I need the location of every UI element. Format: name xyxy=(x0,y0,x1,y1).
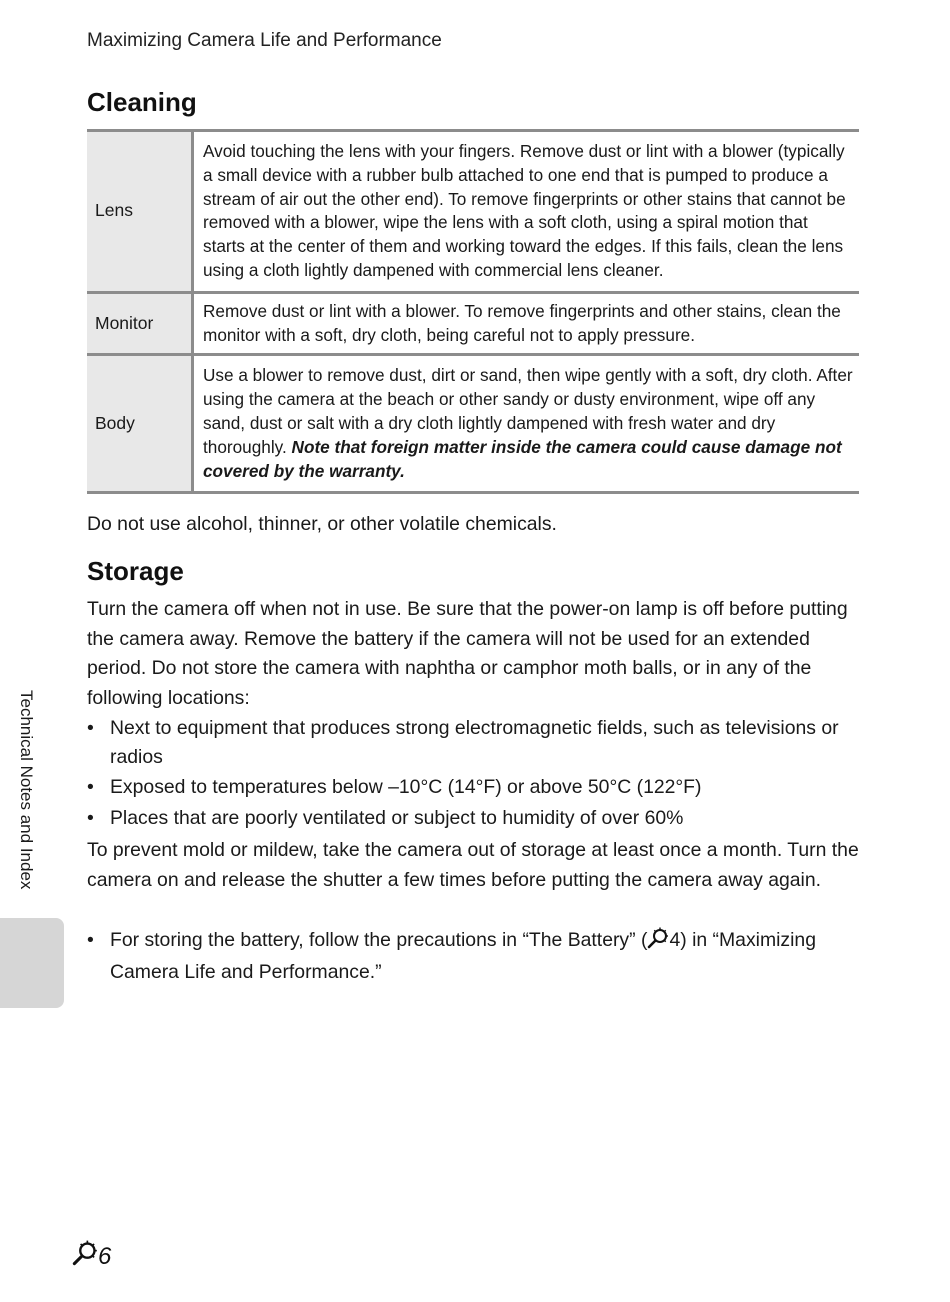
battery-note-before: For storing the battery, follow the precautions in “The Battery” ( xyxy=(110,929,648,951)
bullet-icon: • xyxy=(87,806,94,829)
bullet-icon: • xyxy=(87,717,94,739)
battery-note-after: ) in “Maximizing Camera Life and Performance.” xyxy=(110,929,816,983)
page-number xyxy=(72,1240,111,1273)
row-description xyxy=(193,355,860,493)
section-side-label: Technical Notes and Index xyxy=(17,690,36,890)
storage-heading: Storage xyxy=(87,556,184,586)
row-label: Monitor xyxy=(87,292,193,355)
warranty-warning: Note that foreign matter inside the camera could cause damage not covered by the warranty. xyxy=(203,436,842,481)
technical-notes-icon xyxy=(647,927,669,958)
bullet-icon: • xyxy=(87,776,94,798)
battery-ref-page: 4 xyxy=(669,929,681,951)
section-side-tab xyxy=(0,918,64,1008)
list-item xyxy=(87,926,862,986)
page-number-value: 6 xyxy=(98,1242,112,1270)
mold-note: To prevent mold or mildew, take the camera out of storage at least once a month. Turn the camera on and release the shutter a few times before putting the camera away again. xyxy=(87,839,859,891)
list-item xyxy=(87,804,862,833)
running-head: Maximizing Camera Life and Performance xyxy=(87,30,442,51)
battery-note-list xyxy=(87,926,862,988)
row-label: Body xyxy=(87,355,193,493)
row-label: Lens xyxy=(87,131,193,293)
list-item-text: Places that are poorly ventilated or subject to humidity of over 60% xyxy=(110,806,684,829)
table-row xyxy=(87,355,859,493)
row-description: Remove dust or lint with a blower. To remove fingerprints and other stains, clean the monitor with a soft, dry cloth, being careful not to apply pressure. xyxy=(193,292,860,355)
list-item-text: Exposed to temperatures below –10°C (14°F) or above 50°C (122°F) xyxy=(110,776,702,798)
table-row xyxy=(87,131,859,293)
row-description: Avoid touching the lens with your fingers. Remove dust or lint with a blower (typically a small device with a rubber bulb attached to one end that is pumped to produce a stream of air out the other end). To remove fingerprints or other stains that cannot be removed with a blower, wipe the lens with a soft cloth, using a spiral motion that starts at the center of them and working toward the edges. If this fails, clean the lens using a cloth lightly dampened with commercial lens cleaner. xyxy=(203,141,846,280)
list-item xyxy=(87,773,862,802)
list-item-text: Next to equipment that produces strong electromagnetic fields, such as televisions or radios xyxy=(110,717,839,768)
chemicals-note: Do not use alcohol, thinner, or other volatile chemicals. xyxy=(87,513,557,535)
cleaning-heading: Cleaning xyxy=(87,87,197,117)
cleaning-table xyxy=(87,129,859,494)
list-item xyxy=(87,714,862,771)
technical-notes-icon xyxy=(72,1240,98,1273)
storage-intro: Turn the camera off when not in use. Be sure that the power-on lamp is off before putting the camera away. Remove the battery if the camera will not be used for an extended period. Do not store the camera with naphtha or camphor moth balls, or in any of the following locations: xyxy=(87,598,848,710)
bullet-icon: • xyxy=(87,929,94,951)
storage-locations-list xyxy=(87,714,862,834)
row-description-text: Use a blower to remove dust, dirt or sand, then wipe gently with a soft, dry cloth. After using the camera at the beach or other sandy or dusty environment, wipe off any sand, dust or salt with a dry cloth lightly dampened with fresh water and dry thoroughly. xyxy=(203,365,853,457)
table-row xyxy=(87,292,859,355)
